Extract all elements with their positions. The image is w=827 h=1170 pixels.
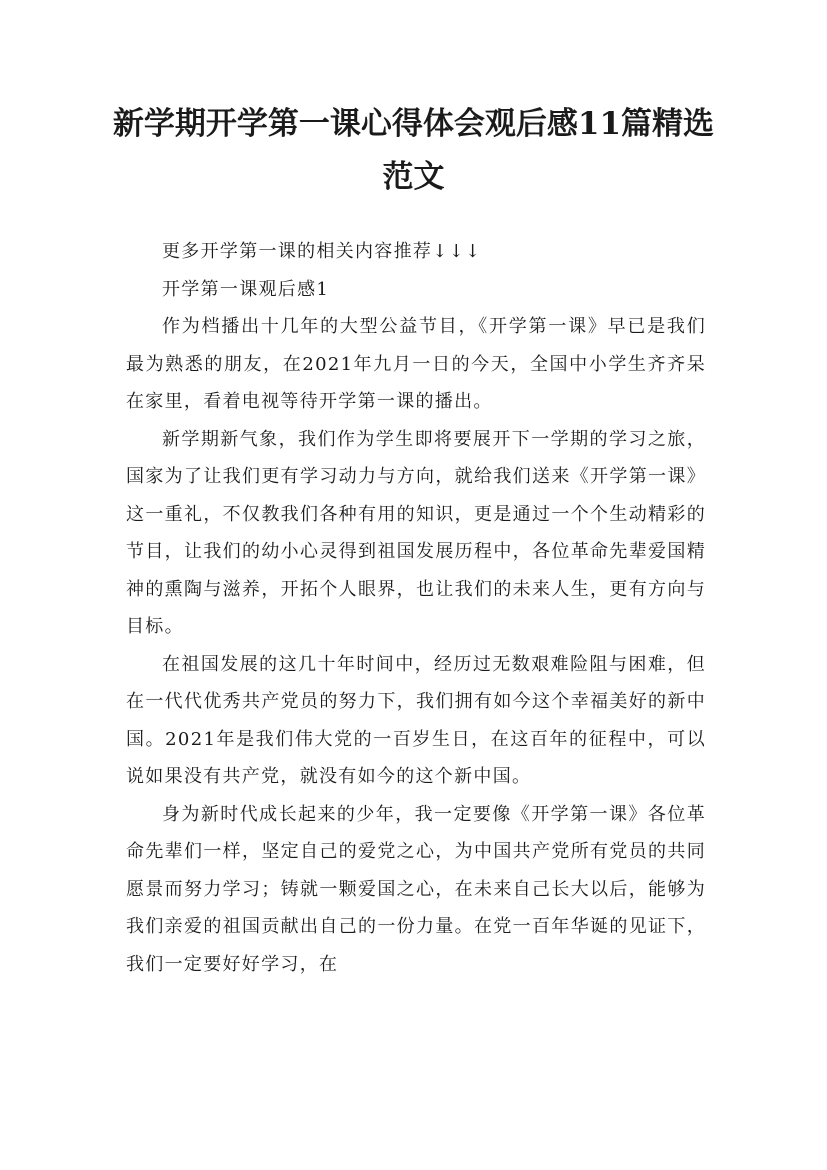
body-paragraph: 身为新时代成长起来的少年，我一定要像《开学第一课》各位革命先辈们一样，坚定自己的爱党之心，为中国共产党所有党员的共同愿景而努力学习；铸就一颗爱国之心，在未来自己长大以后，能够为我们亲爱的祖国贡献出自己的一份力量。在党一百年华诞的见证下，我们一定要好好学习，在 bbox=[126, 803, 706, 975]
document-title: 新学期开学第一课心得体会观后感11篇精选范文 bbox=[112, 106, 715, 195]
recommendation-line: 更多开学第一课的相关内容推荐↓↓↓ bbox=[162, 241, 482, 262]
body-paragraph: 作为档播出十几年的大型公益节目，《开学第一课》早已是我们最为熟悉的朋友，在2021年九月一日的今天，全国中小学生齐齐呆在家里，看着电视等待开学第一课的播出。 bbox=[126, 316, 706, 412]
document-body bbox=[126, 233, 706, 983]
section-heading: 开学第一课观后感1 bbox=[162, 278, 330, 300]
body-paragraph: 在祖国发展的这几十年时间中，经历过无数艰难险阻与困难，但在一代代优秀共产党员的努力下，我们拥有如今这个幸福美好的新中国。2021年是我们伟大党的一百岁生日，在这百年的征程中，可以说如果没有共产党，就没有如今的这个新中国。 bbox=[126, 653, 706, 787]
body-paragraph: 新学期新气象，我们作为学生即将要展开下一学期的学习之旅，国家为了让我们更有学习动力与方向，就给我们送来《开学第一课》这一重礼，不仅教我们各种有用的知识，更是通过一个个生动精彩的节目，让我们的幼小心灵得到祖国发展历程中，各位革命先辈爱国精神的熏陶与滋养，开拓个人眼界，也让我们的未来人生，更有方向与目标。 bbox=[126, 428, 706, 637]
